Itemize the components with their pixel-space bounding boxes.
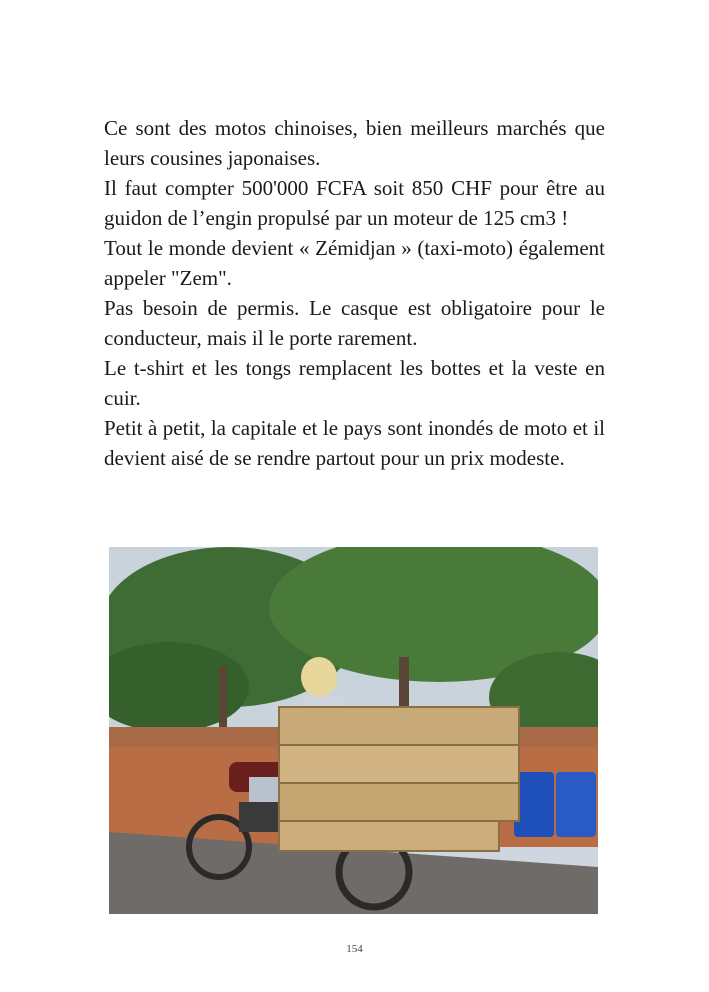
paragraph-3: Tout le monde devient « Zémidjan » (taxi-moto) également appeler "Zem". [104, 236, 605, 290]
paragraph-5: Le t-shirt et les tongs remplacent les bottes et la veste en cuir. [104, 356, 605, 410]
paragraph-4: Pas besoin de permis. Le casque est obligatoire pour le conducteur, mais il le porte rarement. [104, 296, 605, 350]
paragraph-2: Il faut compter 500'000 FCFA soit 850 CHF pour être au guidon de l’engin propulsé par un moteur de 125 cm3 ! [104, 176, 605, 230]
paragraph-1: Ce sont des motos chinoises, bien meilleurs marchés que leurs cousines japonaises. [104, 116, 605, 170]
photo-motorcycle-with-crates [109, 547, 598, 914]
photo-illustration [109, 547, 598, 914]
paragraph-6: Petit à petit, la capitale et le pays sont inondés de moto et il devient aisé de se rendre partout pour un prix modeste. [104, 416, 605, 470]
body-text [104, 113, 605, 473]
page-number: 154 [346, 943, 363, 955]
